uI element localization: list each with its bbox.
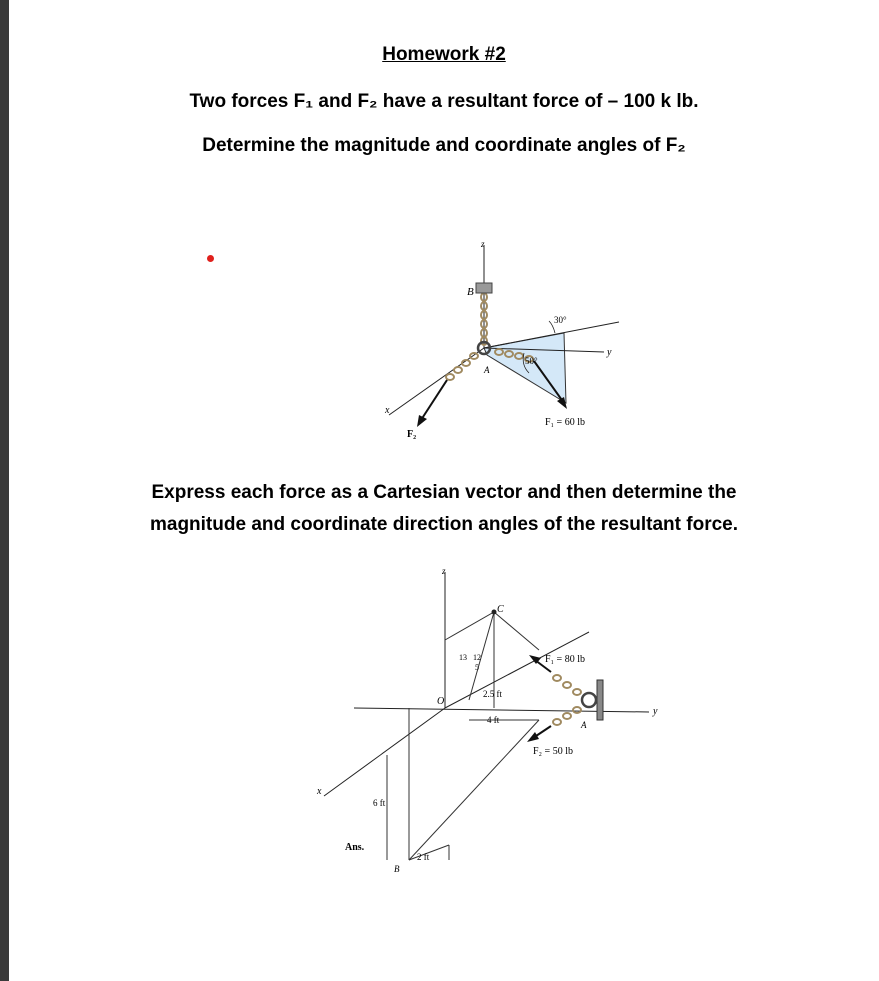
figure2-label-b: B	[394, 864, 400, 874]
figure1-chain-f2	[446, 353, 478, 380]
figure2-label-a: A	[581, 720, 587, 730]
figure2-slope-12: 12	[473, 653, 481, 662]
figure2-force-diagram	[299, 560, 689, 890]
problem1-line2: Determine the magnitude and coordinate angles of F₂	[202, 135, 686, 156]
figure2-chain-f2	[553, 707, 581, 725]
figure1-label-50deg: 50°	[525, 356, 538, 366]
figure2-label-f2: F₂ = 50 lb	[533, 746, 573, 757]
figure2-label-f1: F₁ = 80 lb	[545, 654, 585, 665]
figure2-cable-b	[409, 720, 539, 860]
figure2-label-x: x	[317, 786, 322, 797]
figure1-chain-ab	[481, 293, 487, 345]
homework-title: Homework #2	[382, 44, 506, 65]
figure2-dim-2-5ft: 2.5 ft	[483, 689, 502, 699]
figure2-dim-4ft-label: 4 ft	[487, 715, 500, 725]
figure2-label-c: C	[497, 604, 504, 615]
figure2-wall-support	[597, 680, 603, 720]
figure2-y-axis	[354, 708, 649, 712]
figure1-force-diagram	[359, 235, 639, 455]
figure2-slope-5: 5	[475, 663, 479, 672]
figure2-chain-f1	[553, 675, 581, 695]
figure1-label-f2: F₂	[407, 429, 417, 440]
figure2-label-y: y	[653, 706, 658, 717]
figure1-label-b: B	[467, 286, 474, 298]
figure2-f2-arrowhead	[527, 732, 539, 742]
figure2-point-c	[492, 610, 497, 615]
figure2-cable-c	[494, 612, 539, 650]
problem1-line1: Two forces F₁ and F₂ have a resultant force of – 100 k lb.	[189, 91, 699, 112]
figure2-dim-2ft: 2 ft	[417, 852, 430, 862]
figure1-label-f1: F₁ = 60 lb	[545, 417, 585, 428]
document-page	[9, 0, 879, 981]
problem2-line1: Express each force as a Cartesian vector and then determine the	[151, 482, 737, 503]
figure1-label-30deg: 30°	[554, 315, 567, 325]
figure1-f2-arrow	[421, 380, 447, 420]
figure2-x-axis	[324, 708, 445, 796]
figure2-slope-13: 13	[459, 653, 467, 662]
figure1-label-z: z	[481, 239, 485, 249]
figure1-support-b	[476, 283, 492, 293]
window-left-border	[0, 0, 9, 981]
figure1-label-y: y	[607, 347, 612, 358]
red-bullet-dot	[207, 255, 214, 262]
figure2-label-ans: Ans.	[345, 842, 365, 853]
figure1-label-a: A	[484, 365, 490, 375]
problem2-line2: magnitude and coordinate direction angles of the resultant force.	[149, 514, 739, 535]
figure2-ring-a	[582, 693, 596, 707]
figure2-dim-6ft: 6 ft	[373, 798, 386, 808]
figure2-oblique-line	[445, 632, 589, 708]
figure1-f2-arrowhead	[417, 415, 427, 427]
figure2-label-o: O	[437, 696, 445, 707]
figure2-label-z: z	[442, 566, 446, 576]
figure1-label-x: x	[385, 405, 390, 416]
